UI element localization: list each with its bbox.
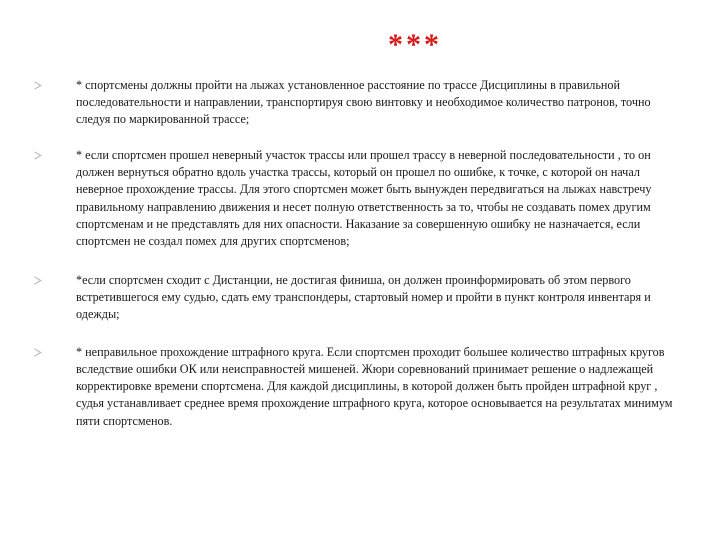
arrow-bullet-icon <box>33 348 42 357</box>
arrow-bullet-icon <box>33 276 42 285</box>
list-item <box>33 147 683 250</box>
arrow-bullet-icon <box>33 81 42 90</box>
list-item <box>33 272 683 323</box>
list-item-text: * неправильное прохождение штрафного круга. Если спортсмен проходит большее количество штрафных кругов вследствие ошибки ОК или неисправностей мишеней. Жюри соревнований принимает решение о надлежащей корректировке времени спортсмена. Для каждой дисциплины, в которой должен быть пройден штрафной круг , судья устанавливает среднее время прохождение штрафного круга, которое основывается на результатах минимум пяти спортсменов. <box>76 345 673 428</box>
list-item-text: *если спортсмен сходит с Дистанции, не достигая финиша, он должен проинформировать об этом первого встретившегося ему судью, сдать ему транспондеры, стартовый номер и пройти в пункт контроля инвентаря и одежды; <box>76 272 651 322</box>
bullet-list <box>33 77 683 449</box>
list-item-text: * если спортсмен прошел неверный участок трассы или прошел трассу в неверной последовательности , то он должен вернуться обратно вдоль участка трассы, который он прошел по ошибке, к точке, с которой он начал неверное прохождение трассы. Для этого спортсмен может быть вынужден передвигаться на лыжах навстречу правильному направлению движения и несет полную ответственность за то, чтобы не создавать помех другим спортсменам и не представлять для них опасности. Наказание за совершенную ошибку не назначается, если спортсмен не создал помех для других спортсменов; <box>76 148 652 248</box>
slide-title: *** <box>388 28 442 61</box>
list-item-text: * спортсмены должны пройти на лыжах установленное расстояние по трассе Дисциплины в правильной последовательности и направлении, транспортируя свою винтовку и необходимое количество патронов, точно следуя по маркированной трассе; <box>76 78 651 127</box>
arrow-bullet-icon <box>33 151 42 160</box>
list-item <box>33 344 683 429</box>
list-item <box>33 77 683 128</box>
